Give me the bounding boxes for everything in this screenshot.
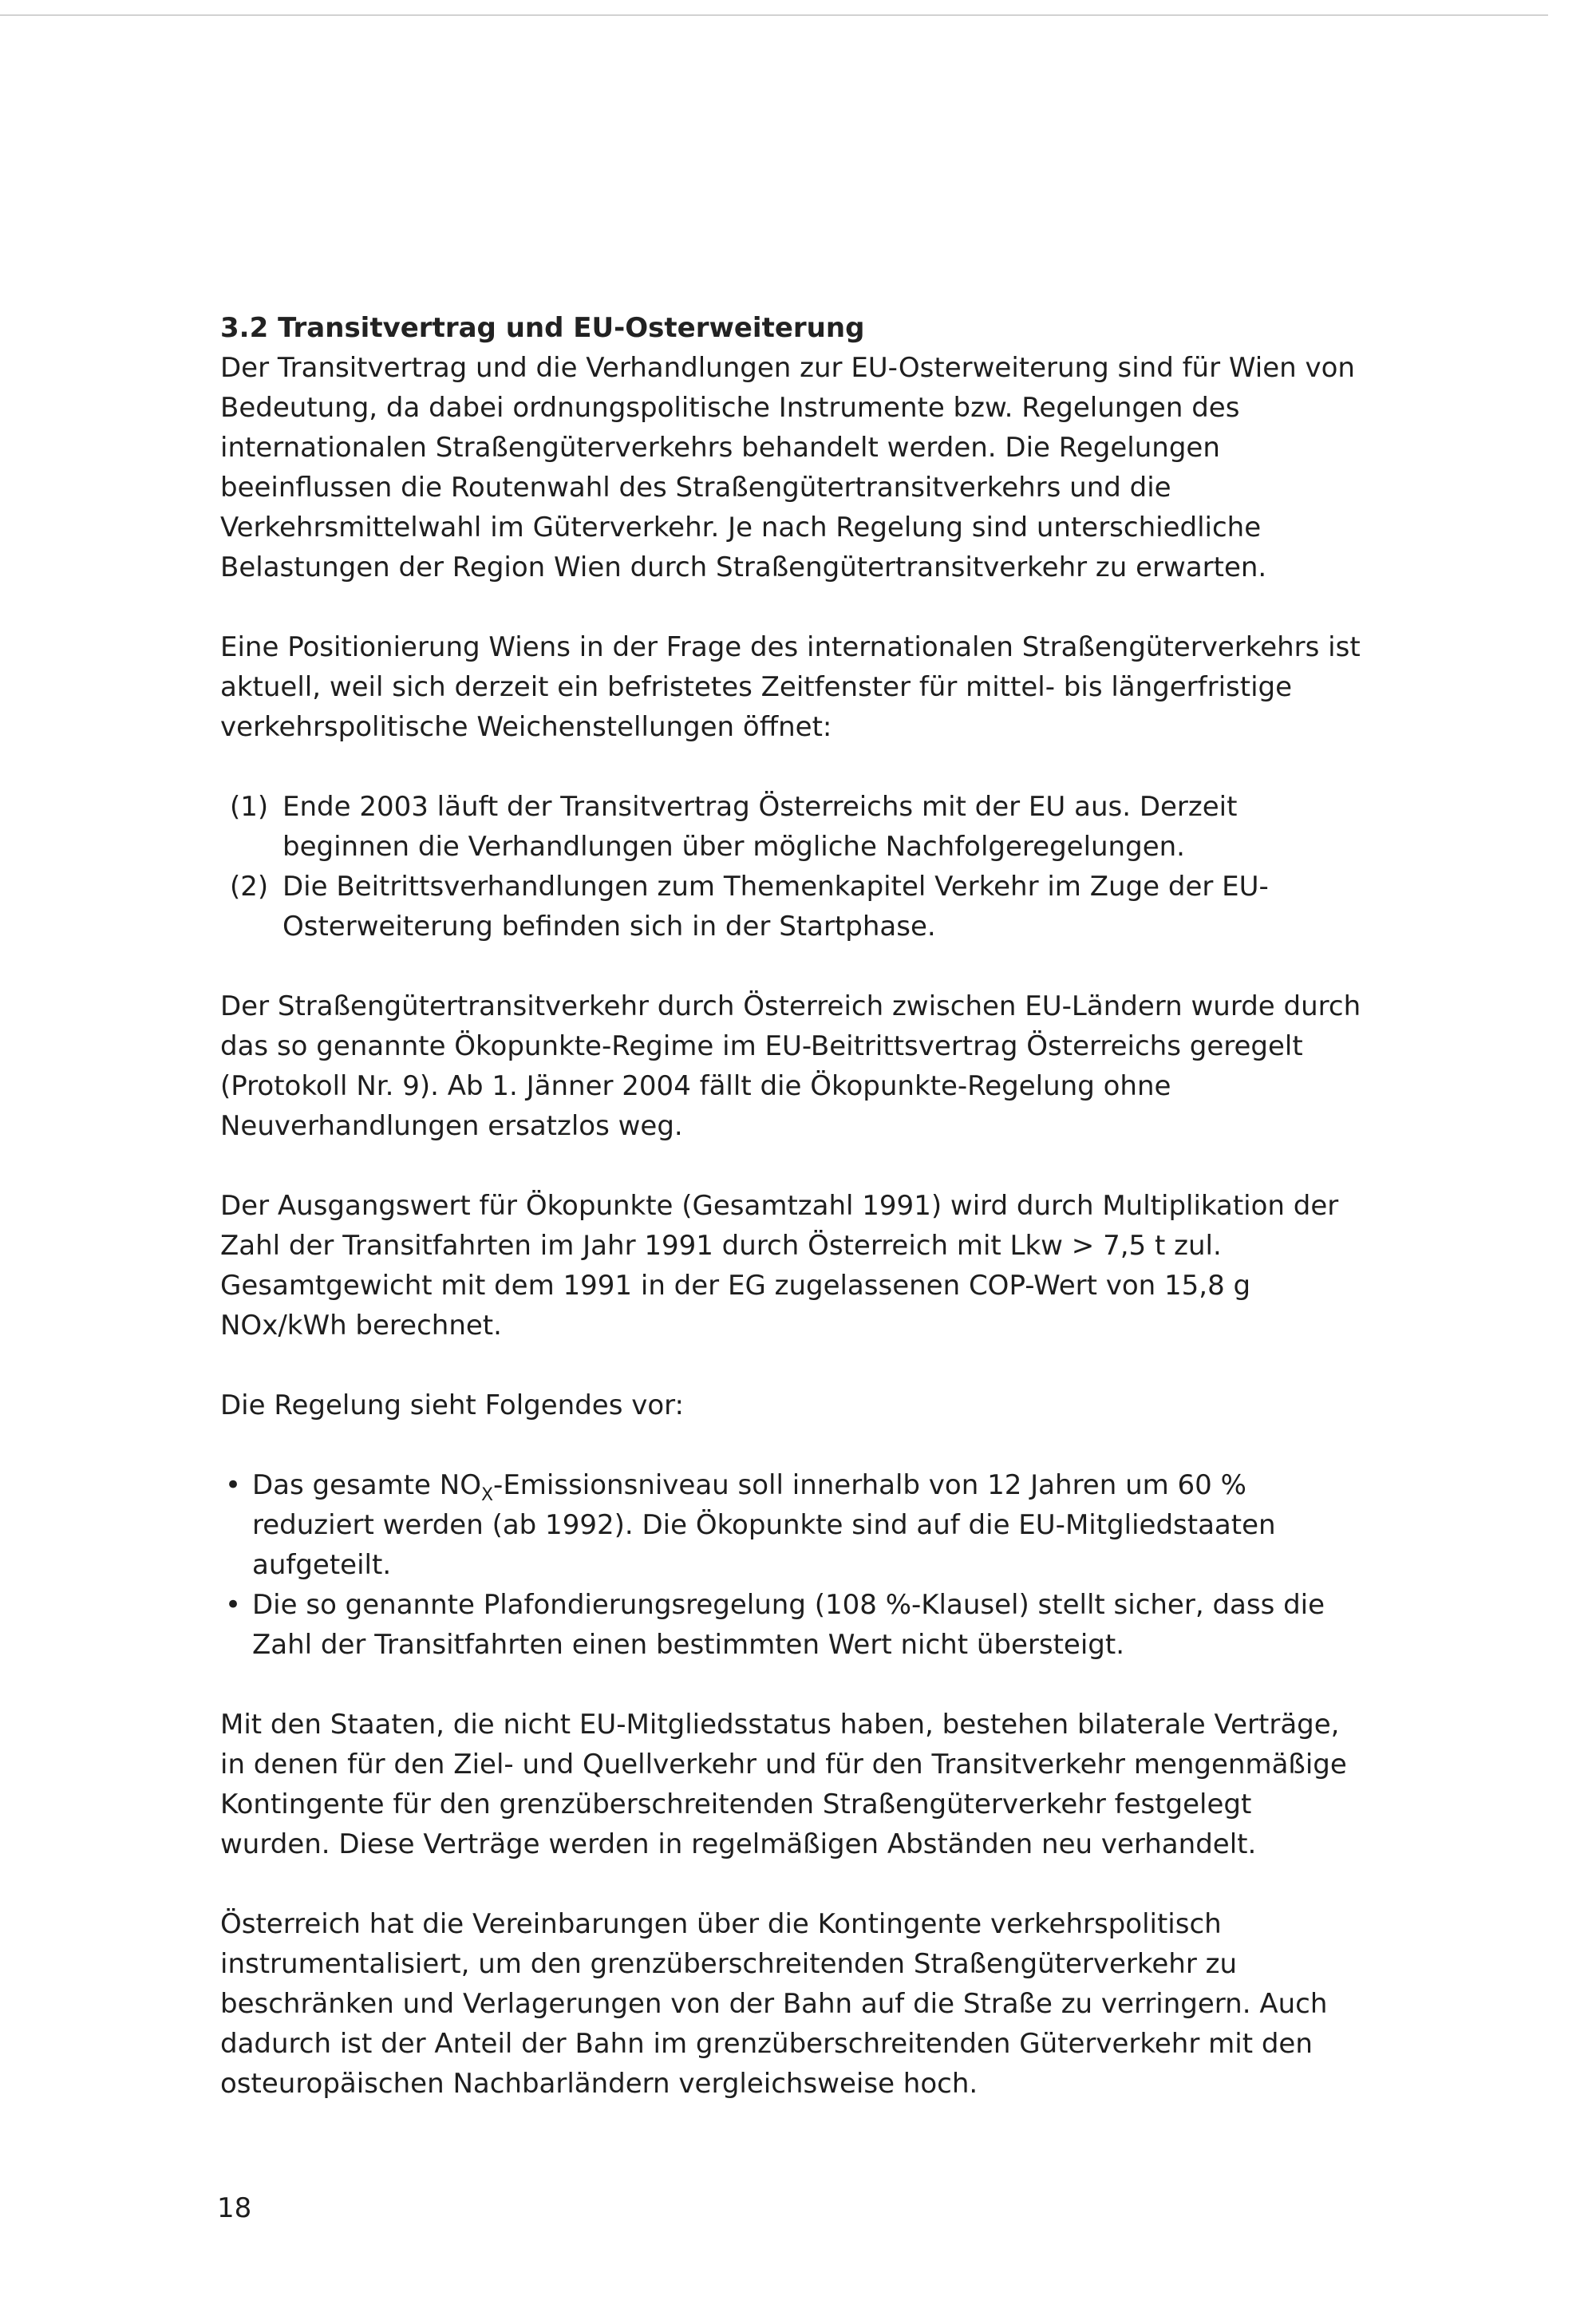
item-number: (1) bbox=[230, 791, 269, 823]
bilateral-paragraph: Mit den Staaten, die nicht EU-Mitgliedsstatus haben, bestehen bilaterale Verträge, in denen für den Ziel- und Quellverkehr und für den Transitverkehr mengenmäßige Kontingente für den grenzüberschreitenden Straßengüterverkehr festgelegt wurden. Diese Verträge werden in regelmäßigen Abständen neu verhandelt. bbox=[220, 1709, 1347, 1860]
austria-paragraph: Österreich hat die Vereinbarungen über die Kontingente verkehrspolitisch instrumentalisiert, um den grenzüberschreitenden Straßengüterverkehr zu beschränken und Verlagerungen von der Bahn auf die Straße zu verringern. Auch dadurch ist der Anteil der Bahn im grenzüberschreitenden Güterverkehr mit den osteuropäischen Nachbarländern vergleichsweise hoch. bbox=[220, 1908, 1328, 2100]
item-text: Ende 2003 läuft der Transitvertrag Österreichs mit der EU aus. Derzeit beginnen die Verhandlungen über mögliche Nachfolgeregelungen. bbox=[282, 791, 1238, 863]
bullet-icon: • bbox=[225, 1589, 242, 1621]
bullet-item bbox=[220, 1465, 1369, 1585]
bullet-item bbox=[220, 1585, 1369, 1665]
intro-paragraph: Der Transitvertrag und die Verhandlungen zur EU-Osterweiterung sind für Wien von Bedeutung, da dabei ordnungspolitische Instrumente bzw. Regelungen des internationalen Straßengüterverkehrs behandelt werden. Die Regelungen beeinflussen die Routenwahl des Straßengütertransitverkehrs und die Verkehrsmittelwahl im Güterverkehr. Je nach Regelung sind unterschiedliche Belastungen der Region Wien durch Straßengütertransitverkehr zu erwarten. bbox=[220, 352, 1355, 583]
numbered-item bbox=[230, 787, 1369, 867]
baseline-paragraph: Der Ausgangswert für Ökopunkte (Gesamtzahl 1991) wird durch Multiplikation der Zahl der Transitfahrten im Jahr 1991 durch Österreich mit Lkw > 7,5 t zul. Gesamtgewicht mit dem 1991 in der EG zugelassenen COP-Wert von 15,8 g NOx/kWh berechnet. bbox=[220, 1190, 1339, 1342]
numbered-list bbox=[220, 787, 1369, 947]
top-scan-rule bbox=[0, 14, 1548, 16]
item-text: Die Beitrittsverhandlungen zum Themenkapitel Verkehr im Zuge der EU-Osterweiterung befinden sich in der Startphase. bbox=[282, 871, 1269, 943]
transit-paragraph: Der Straßengütertransitverkehr durch Österreich zwischen EU-Ländern wurde durch das so genannte Ökopunkte-Regime im EU-Beitrittsvertrag Österreichs geregelt (Protokoll Nr. 9). Ab 1. Jänner 2004 fällt die Ökopunkte-Regelung ohne Neuverhandlungen ersatzlos weg. bbox=[220, 990, 1361, 1142]
positioning-paragraph: Eine Positionierung Wiens in der Frage des internationalen Straßengüterverkehrs ist aktuell, weil sich derzeit ein befristetes Zeitfenster für mittel- bis längerfristige verkehrspolitische Weichenstellungen öffnet: bbox=[220, 631, 1361, 743]
bullet-text-start: Das gesamte NO bbox=[252, 1469, 481, 1501]
bullet-text: Die so genannte Plafondierungsregelung (108 %-Klausel) stellt sicher, dass die Zahl der Transitfahrten einen bestimmten Wert nicht übersteigt. bbox=[252, 1589, 1325, 1661]
numbered-item bbox=[230, 867, 1369, 947]
item-number: (2) bbox=[230, 871, 269, 903]
rule-intro: Die Regelung sieht Folgendes vor: bbox=[220, 1389, 684, 1421]
bullet-list bbox=[220, 1465, 1369, 1665]
page-number: 18 bbox=[217, 2192, 252, 2224]
bullet-icon: • bbox=[225, 1469, 242, 1501]
subscript-x: X bbox=[480, 1484, 494, 1505]
bullet-text-end: -Emissionsniveau soll innerhalb von 12 Jahren um 60 % reduziert werden (ab 1992). Die Ökopunkte sind auf die EU-Mitgliedstaaten aufgeteilt. bbox=[252, 1469, 1276, 1581]
page-content bbox=[220, 308, 1369, 2104]
section-heading: 3.2 Transitvertrag und EU-Osterweiterung bbox=[220, 312, 865, 344]
